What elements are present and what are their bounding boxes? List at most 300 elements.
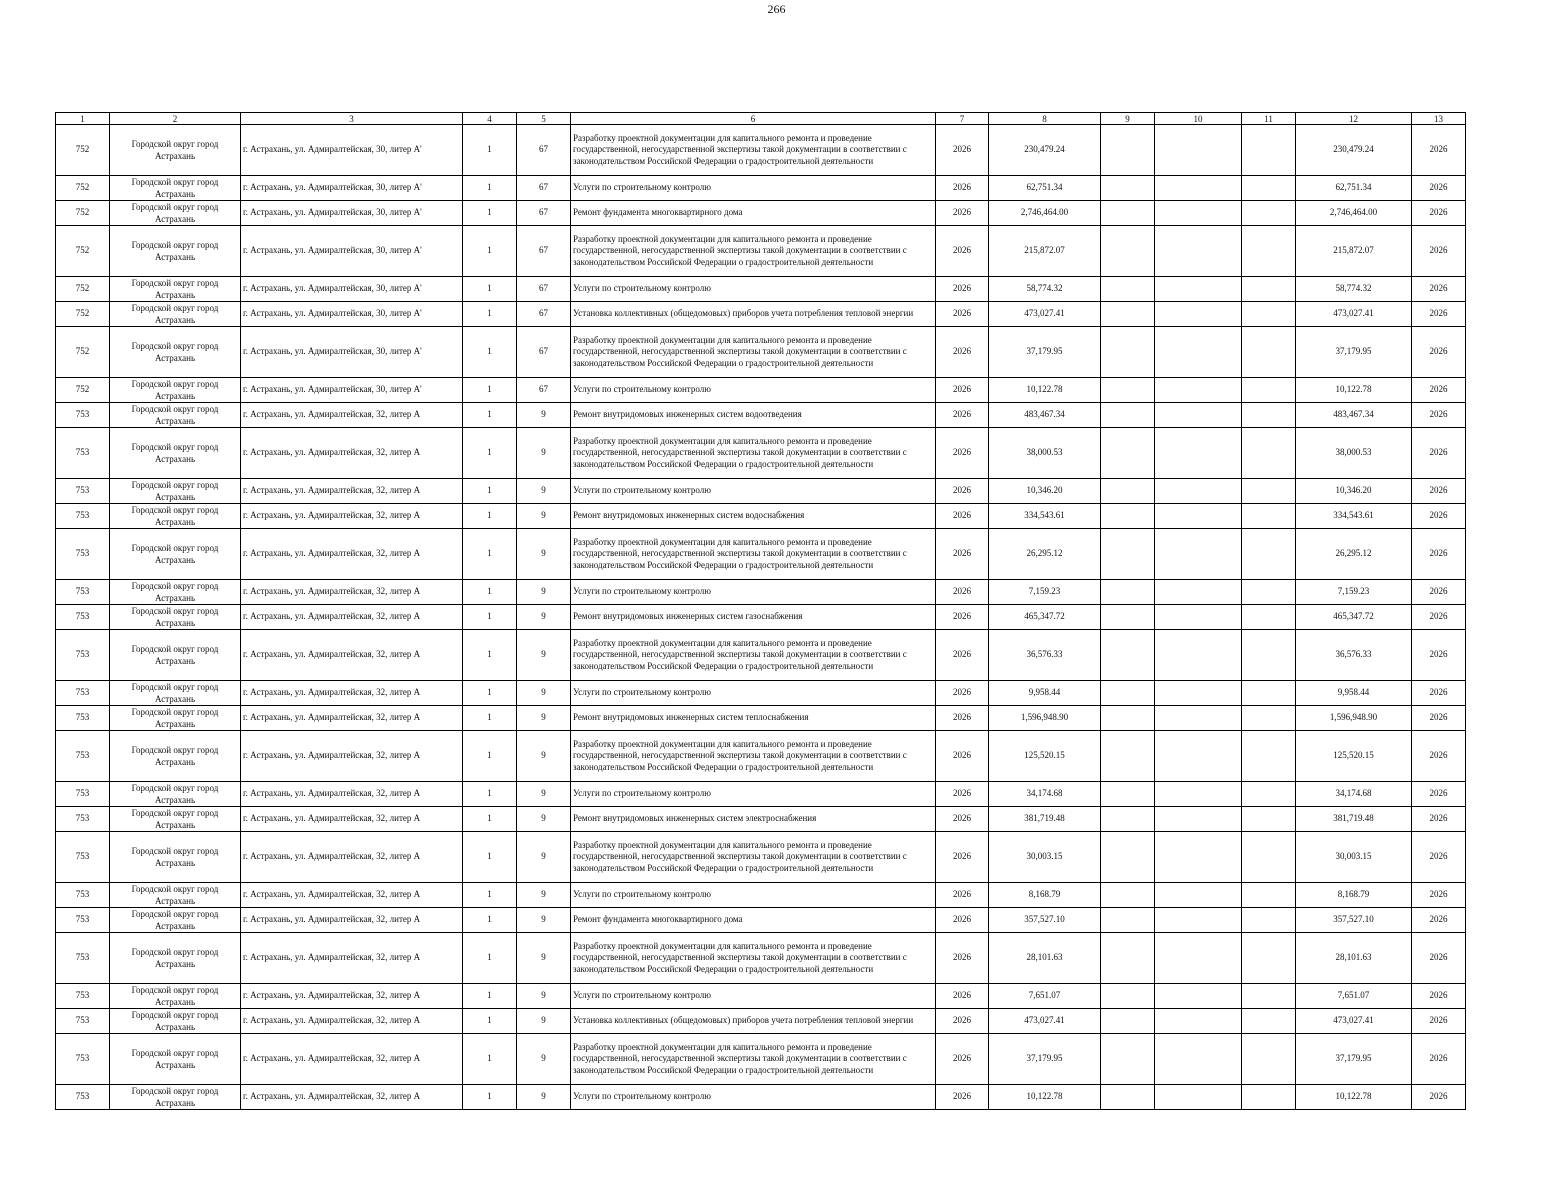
col5-cell: 9 bbox=[517, 504, 571, 529]
row-number: 753 bbox=[56, 681, 110, 706]
table-row bbox=[56, 782, 1466, 807]
address-cell: г. Астрахань, ул. Адмиралтейская, 30, литер А' bbox=[241, 302, 463, 327]
total-cost-cell: 30,003.15 bbox=[989, 832, 1101, 883]
address-cell: г. Астрахань, ул. Адмиралтейская, 32, литер А bbox=[241, 630, 463, 681]
col9-cell bbox=[1101, 428, 1155, 479]
total-cost-cell: 10,346.20 bbox=[989, 479, 1101, 504]
col12-cell: 10,122.78 bbox=[1296, 1085, 1412, 1110]
year-cell: 2026 bbox=[936, 504, 989, 529]
col4-cell: 1 bbox=[463, 832, 517, 883]
total-cost-cell: 473,027.41 bbox=[989, 1009, 1101, 1034]
year-cell: 2026 bbox=[936, 125, 989, 176]
header-row bbox=[56, 113, 1466, 125]
work-type-cell: Ремонт внутридомовых инженерных систем водоснабжения bbox=[571, 504, 936, 529]
table-row bbox=[56, 908, 1466, 933]
address-cell: г. Астрахань, ул. Адмиралтейская, 30, литер А' bbox=[241, 201, 463, 226]
col11-cell bbox=[1242, 302, 1296, 327]
col13-cell: 2026 bbox=[1412, 176, 1466, 201]
municipality-cell: Городской округ город Астрахань bbox=[110, 706, 241, 731]
col4-cell: 1 bbox=[463, 731, 517, 782]
year-cell: 2026 bbox=[936, 681, 989, 706]
col5-cell: 9 bbox=[517, 807, 571, 832]
total-cost-cell: 1,596,948.90 bbox=[989, 706, 1101, 731]
row-number: 753 bbox=[56, 706, 110, 731]
municipality-cell: Городской округ город Астрахань bbox=[110, 428, 241, 479]
col10-cell bbox=[1155, 529, 1242, 580]
address-cell: г. Астрахань, ул. Адмиралтейская, 32, литер А bbox=[241, 807, 463, 832]
municipality-cell: Городской округ город Астрахань bbox=[110, 378, 241, 403]
address-cell: г. Астрахань, ул. Адмиралтейская, 30, литер А' bbox=[241, 378, 463, 403]
year-cell: 2026 bbox=[936, 782, 989, 807]
col10-cell bbox=[1155, 201, 1242, 226]
total-cost-cell: 215,872.07 bbox=[989, 226, 1101, 277]
col9-cell bbox=[1101, 327, 1155, 378]
work-type-cell: Установка коллективных (общедомовых) приборов учета потребления тепловой энергии bbox=[571, 1009, 936, 1034]
municipality-cell: Городской округ город Астрахань bbox=[110, 630, 241, 681]
row-number: 753 bbox=[56, 1009, 110, 1034]
col4-cell: 1 bbox=[463, 706, 517, 731]
address-cell: г. Астрахань, ул. Адмиралтейская, 32, литер А bbox=[241, 933, 463, 984]
col4-cell: 1 bbox=[463, 504, 517, 529]
col13-cell: 2026 bbox=[1412, 302, 1466, 327]
year-cell: 2026 bbox=[936, 1034, 989, 1085]
col12-cell: 10,122.78 bbox=[1296, 378, 1412, 403]
column-header-8: 8 bbox=[989, 113, 1101, 125]
col9-cell bbox=[1101, 504, 1155, 529]
col13-cell: 2026 bbox=[1412, 1009, 1466, 1034]
col13-cell: 2026 bbox=[1412, 908, 1466, 933]
table-row bbox=[56, 378, 1466, 403]
col5-cell: 67 bbox=[517, 378, 571, 403]
work-type-cell: Услуги по строительному контролю bbox=[571, 984, 936, 1009]
col12-cell: 7,651.07 bbox=[1296, 984, 1412, 1009]
work-type-cell: Разработку проектной документации для капитального ремонта и проведение государственной, негосударственной экспертизы такой документации в соответствии с законодательством Российской Федерации о градостроительной деятельности bbox=[571, 428, 936, 479]
col4-cell: 1 bbox=[463, 302, 517, 327]
municipality-cell: Городской округ город Астрахань bbox=[110, 883, 241, 908]
municipality-cell: Городской округ город Астрахань bbox=[110, 681, 241, 706]
row-number: 753 bbox=[56, 933, 110, 984]
table-row bbox=[56, 479, 1466, 504]
table-row bbox=[56, 176, 1466, 201]
row-number: 752 bbox=[56, 378, 110, 403]
table-row bbox=[56, 1009, 1466, 1034]
column-header-10: 10 bbox=[1155, 113, 1242, 125]
table-row bbox=[56, 125, 1466, 176]
row-number: 753 bbox=[56, 984, 110, 1009]
work-type-cell: Установка коллективных (общедомовых) приборов учета потребления тепловой энергии bbox=[571, 302, 936, 327]
row-number: 753 bbox=[56, 479, 110, 504]
row-number: 753 bbox=[56, 782, 110, 807]
col5-cell: 9 bbox=[517, 529, 571, 580]
col4-cell: 1 bbox=[463, 1085, 517, 1110]
col11-cell bbox=[1242, 378, 1296, 403]
col9-cell bbox=[1101, 984, 1155, 1009]
row-number: 753 bbox=[56, 908, 110, 933]
col12-cell: 215,872.07 bbox=[1296, 226, 1412, 277]
address-cell: г. Астрахань, ул. Адмиралтейская, 30, литер А' bbox=[241, 125, 463, 176]
row-number: 753 bbox=[56, 504, 110, 529]
table-row bbox=[56, 201, 1466, 226]
table-row bbox=[56, 681, 1466, 706]
col10-cell bbox=[1155, 1034, 1242, 1085]
total-cost-cell: 38,000.53 bbox=[989, 428, 1101, 479]
municipality-cell: Городской округ город Астрахань bbox=[110, 302, 241, 327]
col5-cell: 9 bbox=[517, 984, 571, 1009]
col4-cell: 1 bbox=[463, 529, 517, 580]
municipality-cell: Городской округ город Астрахань bbox=[110, 226, 241, 277]
total-cost-cell: 483,467.34 bbox=[989, 403, 1101, 428]
col13-cell: 2026 bbox=[1412, 201, 1466, 226]
table-row bbox=[56, 706, 1466, 731]
column-header-12: 12 bbox=[1296, 113, 1412, 125]
col10-cell bbox=[1155, 428, 1242, 479]
col11-cell bbox=[1242, 605, 1296, 630]
col5-cell: 9 bbox=[517, 908, 571, 933]
col13-cell: 2026 bbox=[1412, 504, 1466, 529]
col12-cell: 36,576.33 bbox=[1296, 630, 1412, 681]
col5-cell: 9 bbox=[517, 681, 571, 706]
work-type-cell: Ремонт фундамента многоквартирного дома bbox=[571, 201, 936, 226]
col11-cell bbox=[1242, 807, 1296, 832]
row-number: 752 bbox=[56, 125, 110, 176]
col13-cell: 2026 bbox=[1412, 277, 1466, 302]
row-number: 752 bbox=[56, 226, 110, 277]
work-type-cell: Ремонт внутридомовых инженерных систем газоснабжения bbox=[571, 605, 936, 630]
row-number: 753 bbox=[56, 1034, 110, 1085]
page-number: 266 bbox=[767, 2, 786, 16]
col10-cell bbox=[1155, 883, 1242, 908]
year-cell: 2026 bbox=[936, 302, 989, 327]
col10-cell bbox=[1155, 807, 1242, 832]
col9-cell bbox=[1101, 731, 1155, 782]
col4-cell: 1 bbox=[463, 201, 517, 226]
col4-cell: 1 bbox=[463, 1034, 517, 1085]
col11-cell bbox=[1242, 1009, 1296, 1034]
year-cell: 2026 bbox=[936, 580, 989, 605]
col13-cell: 2026 bbox=[1412, 731, 1466, 782]
col9-cell bbox=[1101, 807, 1155, 832]
row-number: 752 bbox=[56, 302, 110, 327]
row-number: 753 bbox=[56, 630, 110, 681]
address-cell: г. Астрахань, ул. Адмиралтейская, 32, литер А bbox=[241, 479, 463, 504]
address-cell: г. Астрахань, ул. Адмиралтейская, 32, литер А bbox=[241, 1034, 463, 1085]
col12-cell: 58,774.32 bbox=[1296, 277, 1412, 302]
col10-cell bbox=[1155, 176, 1242, 201]
col11-cell bbox=[1242, 201, 1296, 226]
col5-cell: 67 bbox=[517, 201, 571, 226]
total-cost-cell: 230,479.24 bbox=[989, 125, 1101, 176]
col5-cell: 9 bbox=[517, 605, 571, 630]
municipality-cell: Городской округ город Астрахань bbox=[110, 933, 241, 984]
col11-cell bbox=[1242, 428, 1296, 479]
col4-cell: 1 bbox=[463, 681, 517, 706]
work-type-cell: Ремонт внутридомовых инженерных систем электроснабжения bbox=[571, 807, 936, 832]
address-cell: г. Астрахань, ул. Адмиралтейская, 32, литер А bbox=[241, 706, 463, 731]
col5-cell: 9 bbox=[517, 832, 571, 883]
work-type-cell: Разработку проектной документации для капитального ремонта и проведение государственной, негосударственной экспертизы такой документации в соответствии с законодательством Российской Федерации о градостроительной деятельности bbox=[571, 529, 936, 580]
col9-cell bbox=[1101, 630, 1155, 681]
col11-cell bbox=[1242, 681, 1296, 706]
col11-cell bbox=[1242, 984, 1296, 1009]
column-header-2: 2 bbox=[110, 113, 241, 125]
year-cell: 2026 bbox=[936, 529, 989, 580]
col10-cell bbox=[1155, 933, 1242, 984]
year-cell: 2026 bbox=[936, 1009, 989, 1034]
col11-cell bbox=[1242, 125, 1296, 176]
col12-cell: 8,168.79 bbox=[1296, 883, 1412, 908]
total-cost-cell: 62,751.34 bbox=[989, 176, 1101, 201]
work-type-cell: Разработку проектной документации для капитального ремонта и проведение государственной, негосударственной экспертизы такой документации в соответствии с законодательством Российской Федерации о градостроительной деятельности bbox=[571, 832, 936, 883]
row-number: 753 bbox=[56, 529, 110, 580]
col12-cell: 37,179.95 bbox=[1296, 327, 1412, 378]
table-row bbox=[56, 428, 1466, 479]
year-cell: 2026 bbox=[936, 605, 989, 630]
row-number: 752 bbox=[56, 277, 110, 302]
col9-cell bbox=[1101, 403, 1155, 428]
municipality-cell: Городской округ город Астрахань bbox=[110, 984, 241, 1009]
year-cell: 2026 bbox=[936, 327, 989, 378]
row-number: 752 bbox=[56, 201, 110, 226]
col12-cell: 125,520.15 bbox=[1296, 731, 1412, 782]
col13-cell: 2026 bbox=[1412, 580, 1466, 605]
table-body bbox=[56, 125, 1466, 1110]
col5-cell: 67 bbox=[517, 327, 571, 378]
work-type-cell: Услуги по строительному контролю bbox=[571, 681, 936, 706]
col11-cell bbox=[1242, 731, 1296, 782]
col12-cell: 34,174.68 bbox=[1296, 782, 1412, 807]
col10-cell bbox=[1155, 403, 1242, 428]
municipality-cell: Городской округ город Астрахань bbox=[110, 403, 241, 428]
col10-cell bbox=[1155, 706, 1242, 731]
col11-cell bbox=[1242, 933, 1296, 984]
col5-cell: 67 bbox=[517, 176, 571, 201]
total-cost-cell: 7,159.23 bbox=[989, 580, 1101, 605]
municipality-cell: Городской округ город Астрахань bbox=[110, 782, 241, 807]
col5-cell: 67 bbox=[517, 277, 571, 302]
work-type-cell: Услуги по строительному контролю bbox=[571, 479, 936, 504]
col4-cell: 1 bbox=[463, 984, 517, 1009]
col9-cell bbox=[1101, 605, 1155, 630]
work-type-cell: Разработку проектной документации для капитального ремонта и проведение государственной, негосударственной экспертизы такой документации в соответствии с законодательством Российской Федерации о градостроительной деятельности bbox=[571, 1034, 936, 1085]
total-cost-cell: 357,527.10 bbox=[989, 908, 1101, 933]
col5-cell: 9 bbox=[517, 883, 571, 908]
total-cost-cell: 381,719.48 bbox=[989, 807, 1101, 832]
col12-cell: 37,179.95 bbox=[1296, 1034, 1412, 1085]
address-cell: г. Астрахань, ул. Адмиралтейская, 32, литер А bbox=[241, 681, 463, 706]
work-type-cell: Разработку проектной документации для капитального ремонта и проведение государственной, негосударственной экспертизы такой документации в соответствии с законодательством Российской Федерации о градостроительной деятельности bbox=[571, 630, 936, 681]
col11-cell bbox=[1242, 908, 1296, 933]
address-cell: г. Астрахань, ул. Адмиралтейская, 32, литер А bbox=[241, 1085, 463, 1110]
col4-cell: 1 bbox=[463, 580, 517, 605]
col11-cell bbox=[1242, 277, 1296, 302]
col13-cell: 2026 bbox=[1412, 378, 1466, 403]
address-cell: г. Астрахань, ул. Адмиралтейская, 32, литер А bbox=[241, 883, 463, 908]
row-number: 752 bbox=[56, 176, 110, 201]
col9-cell bbox=[1101, 933, 1155, 984]
col13-cell: 2026 bbox=[1412, 782, 1466, 807]
total-cost-cell: 58,774.32 bbox=[989, 277, 1101, 302]
total-cost-cell: 465,347.72 bbox=[989, 605, 1101, 630]
municipality-cell: Городской округ город Астрахань bbox=[110, 832, 241, 883]
row-number: 753 bbox=[56, 832, 110, 883]
table-row bbox=[56, 605, 1466, 630]
total-cost-cell: 10,122.78 bbox=[989, 378, 1101, 403]
total-cost-cell: 26,295.12 bbox=[989, 529, 1101, 580]
municipality-cell: Городской округ город Астрахань bbox=[110, 327, 241, 378]
year-cell: 2026 bbox=[936, 277, 989, 302]
col13-cell: 2026 bbox=[1412, 706, 1466, 731]
col9-cell bbox=[1101, 706, 1155, 731]
col9-cell bbox=[1101, 176, 1155, 201]
work-type-cell: Разработку проектной документации для капитального ремонта и проведение государственной, негосударственной экспертизы такой документации в соответствии с законодательством Российской Федерации о градостроительной деятельности bbox=[571, 731, 936, 782]
address-cell: г. Астрахань, ул. Адмиралтейская, 30, литер А' bbox=[241, 327, 463, 378]
address-cell: г. Астрахань, ул. Адмиралтейская, 32, литер А bbox=[241, 984, 463, 1009]
work-type-cell: Услуги по строительному контролю bbox=[571, 277, 936, 302]
col12-cell: 10,346.20 bbox=[1296, 479, 1412, 504]
col11-cell bbox=[1242, 1034, 1296, 1085]
col5-cell: 9 bbox=[517, 580, 571, 605]
col12-cell: 9,958.44 bbox=[1296, 681, 1412, 706]
col11-cell bbox=[1242, 479, 1296, 504]
work-type-cell: Услуги по строительному контролю bbox=[571, 378, 936, 403]
column-header-9: 9 bbox=[1101, 113, 1155, 125]
col10-cell bbox=[1155, 605, 1242, 630]
year-cell: 2026 bbox=[936, 201, 989, 226]
col13-cell: 2026 bbox=[1412, 327, 1466, 378]
col12-cell: 357,527.10 bbox=[1296, 908, 1412, 933]
table-row bbox=[56, 504, 1466, 529]
work-type-cell: Ремонт внутридомовых инженерных систем водоотведения bbox=[571, 403, 936, 428]
table-row bbox=[56, 302, 1466, 327]
address-cell: г. Астрахань, ул. Адмиралтейская, 32, литер А bbox=[241, 1009, 463, 1034]
work-type-cell: Разработку проектной документации для капитального ремонта и проведение государственной, негосударственной экспертизы такой документации в соответствии с законодательством Российской Федерации о градостроительной деятельности bbox=[571, 933, 936, 984]
col12-cell: 62,751.34 bbox=[1296, 176, 1412, 201]
table-row bbox=[56, 933, 1466, 984]
col12-cell: 473,027.41 bbox=[1296, 1009, 1412, 1034]
col5-cell: 9 bbox=[517, 479, 571, 504]
col10-cell bbox=[1155, 984, 1242, 1009]
col9-cell bbox=[1101, 201, 1155, 226]
col5-cell: 9 bbox=[517, 1085, 571, 1110]
col11-cell bbox=[1242, 883, 1296, 908]
column-header-5: 5 bbox=[517, 113, 571, 125]
row-number: 753 bbox=[56, 1085, 110, 1110]
row-number: 753 bbox=[56, 428, 110, 479]
col11-cell bbox=[1242, 226, 1296, 277]
year-cell: 2026 bbox=[936, 731, 989, 782]
col9-cell bbox=[1101, 832, 1155, 883]
work-type-cell: Разработку проектной документации для капитального ремонта и проведение государственной, негосударственной экспертизы такой документации в соответствии с законодательством Российской Федерации о градостроительной деятельности bbox=[571, 327, 936, 378]
col11-cell bbox=[1242, 504, 1296, 529]
col4-cell: 1 bbox=[463, 605, 517, 630]
col9-cell bbox=[1101, 883, 1155, 908]
year-cell: 2026 bbox=[936, 176, 989, 201]
municipality-cell: Городской округ город Астрахань bbox=[110, 201, 241, 226]
address-cell: г. Астрахань, ул. Адмиралтейская, 32, литер А bbox=[241, 428, 463, 479]
col4-cell: 1 bbox=[463, 630, 517, 681]
address-cell: г. Астрахань, ул. Адмиралтейская, 30, литер А' bbox=[241, 277, 463, 302]
col13-cell: 2026 bbox=[1412, 605, 1466, 630]
col9-cell bbox=[1101, 1009, 1155, 1034]
col11-cell bbox=[1242, 630, 1296, 681]
col11-cell bbox=[1242, 403, 1296, 428]
col5-cell: 9 bbox=[517, 782, 571, 807]
col12-cell: 2,746,464.00 bbox=[1296, 201, 1412, 226]
table-row bbox=[56, 883, 1466, 908]
table-row bbox=[56, 226, 1466, 277]
col12-cell: 465,347.72 bbox=[1296, 605, 1412, 630]
col9-cell bbox=[1101, 226, 1155, 277]
col10-cell bbox=[1155, 277, 1242, 302]
total-cost-cell: 37,179.95 bbox=[989, 1034, 1101, 1085]
col12-cell: 1,596,948.90 bbox=[1296, 706, 1412, 731]
col13-cell: 2026 bbox=[1412, 681, 1466, 706]
col10-cell bbox=[1155, 731, 1242, 782]
year-cell: 2026 bbox=[936, 226, 989, 277]
total-cost-cell: 10,122.78 bbox=[989, 1085, 1101, 1110]
work-type-cell: Разработку проектной документации для капитального ремонта и проведение государственной, негосударственной экспертизы такой документации в соответствии с законодательством Российской Федерации о градостроительной деятельности bbox=[571, 226, 936, 277]
col11-cell bbox=[1242, 580, 1296, 605]
municipality-cell: Городской округ город Астрахань bbox=[110, 479, 241, 504]
col10-cell bbox=[1155, 125, 1242, 176]
col12-cell: 230,479.24 bbox=[1296, 125, 1412, 176]
address-cell: г. Астрахань, ул. Адмиралтейская, 32, литер А bbox=[241, 605, 463, 630]
col5-cell: 9 bbox=[517, 630, 571, 681]
col9-cell bbox=[1101, 782, 1155, 807]
col4-cell: 1 bbox=[463, 327, 517, 378]
col11-cell bbox=[1242, 782, 1296, 807]
work-type-cell: Ремонт внутридомовых инженерных систем теплоснабжения bbox=[571, 706, 936, 731]
address-cell: г. Астрахань, ул. Адмиралтейская, 32, литер А bbox=[241, 529, 463, 580]
col4-cell: 1 bbox=[463, 1009, 517, 1034]
col10-cell bbox=[1155, 504, 1242, 529]
year-cell: 2026 bbox=[936, 378, 989, 403]
total-cost-cell: 34,174.68 bbox=[989, 782, 1101, 807]
municipality-cell: Городской округ город Астрахань bbox=[110, 580, 241, 605]
address-cell: г. Астрахань, ул. Адмиралтейская, 32, литер А bbox=[241, 782, 463, 807]
total-cost-cell: 473,027.41 bbox=[989, 302, 1101, 327]
col9-cell bbox=[1101, 378, 1155, 403]
table-row bbox=[56, 832, 1466, 883]
col4-cell: 1 bbox=[463, 277, 517, 302]
table-row bbox=[56, 1034, 1466, 1085]
col13-cell: 2026 bbox=[1412, 226, 1466, 277]
col9-cell bbox=[1101, 529, 1155, 580]
year-cell: 2026 bbox=[936, 908, 989, 933]
address-cell: г. Астрахань, ул. Адмиралтейская, 32, литер А bbox=[241, 403, 463, 428]
municipality-cell: Городской округ город Астрахань bbox=[110, 807, 241, 832]
total-cost-cell: 2,746,464.00 bbox=[989, 201, 1101, 226]
col13-cell: 2026 bbox=[1412, 403, 1466, 428]
col12-cell: 26,295.12 bbox=[1296, 529, 1412, 580]
work-type-cell: Услуги по строительному контролю bbox=[571, 176, 936, 201]
col9-cell bbox=[1101, 580, 1155, 605]
year-cell: 2026 bbox=[936, 883, 989, 908]
col12-cell: 7,159.23 bbox=[1296, 580, 1412, 605]
column-header-6: 6 bbox=[571, 113, 936, 125]
col10-cell bbox=[1155, 580, 1242, 605]
row-number: 753 bbox=[56, 883, 110, 908]
col10-cell bbox=[1155, 1085, 1242, 1110]
municipality-cell: Городской округ город Астрахань bbox=[110, 125, 241, 176]
col4-cell: 1 bbox=[463, 479, 517, 504]
col10-cell bbox=[1155, 832, 1242, 883]
col10-cell bbox=[1155, 327, 1242, 378]
col9-cell bbox=[1101, 1085, 1155, 1110]
address-cell: г. Астрахань, ул. Адмиралтейская, 32, литер А bbox=[241, 731, 463, 782]
municipality-cell: Городской округ город Астрахань bbox=[110, 731, 241, 782]
col13-cell: 2026 bbox=[1412, 984, 1466, 1009]
